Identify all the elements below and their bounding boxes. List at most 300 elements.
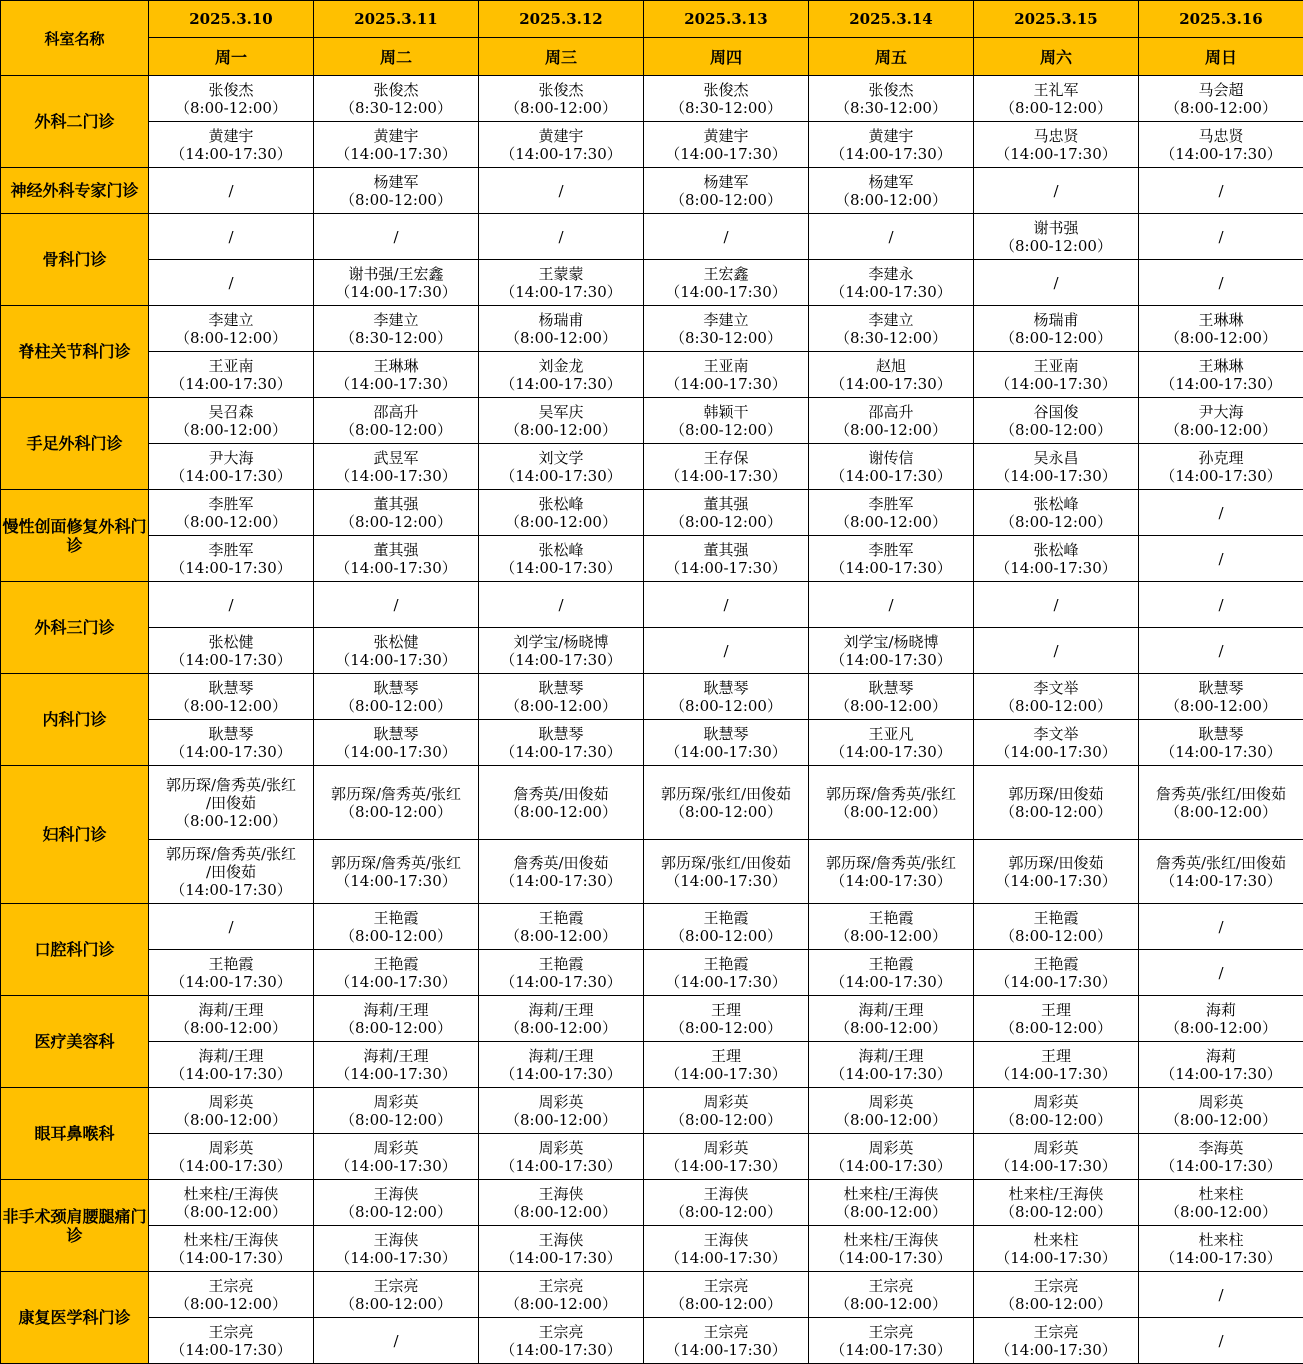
schedule-cell-text: 王艳霞 （14:00-17:30） [644, 955, 808, 991]
schedule-cell [149, 444, 314, 490]
schedule-cell-text: 李建立 （8:30-12:00） [809, 311, 973, 347]
schedule-cell [314, 582, 479, 628]
schedule-cell-text: / [149, 182, 313, 200]
schedule-cell [644, 996, 809, 1042]
schedule-cell [149, 674, 314, 720]
schedule-row [1, 1042, 1303, 1088]
schedule-cell-text: 耿慧琴 （8:00-12:00） [1139, 679, 1303, 715]
schedule-cell-text: 詹秀英/张红/田俊茹 （14:00-17:30） [1139, 854, 1303, 890]
date-header: 2025.3.13 [644, 1, 809, 38]
schedule-cell-text: 周彩英 （8:00-12:00） [314, 1093, 478, 1129]
weekday-header: 周五 [809, 38, 974, 76]
schedule-cell [149, 76, 314, 122]
schedule-row [1, 1134, 1303, 1180]
schedule-cell-text: 郭历琛/詹秀英/张红 （14:00-17:30） [314, 854, 478, 890]
schedule-cell-text: 王琳琳 （14:00-17:30） [1139, 357, 1303, 393]
schedule-cell-text: 王宗亮 （14:00-17:30） [149, 1323, 313, 1359]
schedule-cell [809, 122, 974, 168]
schedule-cell-text: 海莉 （8:00-12:00） [1139, 1001, 1303, 1037]
schedule-cell [644, 1088, 809, 1134]
department-name: 手足外科门诊 [1, 398, 149, 490]
schedule-cell [479, 582, 644, 628]
schedule-cell [974, 904, 1139, 950]
schedule-row [1, 1272, 1303, 1318]
schedule-cell-text: 李胜军 （14:00-17:30） [149, 541, 313, 577]
schedule-row [1, 352, 1303, 398]
schedule-cell-text: 耿慧琴 （8:00-12:00） [149, 679, 313, 715]
schedule-cell-text: 李建永 （14:00-17:30） [809, 265, 973, 301]
schedule-cell [314, 168, 479, 214]
schedule-cell-text: 詹秀英/田俊茹 （14:00-17:30） [479, 854, 643, 890]
schedule-cell-text: 耿慧琴 （8:00-12:00） [314, 679, 478, 715]
schedule-cell [149, 1180, 314, 1226]
schedule-cell [809, 1180, 974, 1226]
schedule-cell-text: 吴永昌 （14:00-17:30） [974, 449, 1138, 485]
schedule-cell [479, 1088, 644, 1134]
schedule-cell [1139, 122, 1303, 168]
schedule-cell-text: 杨瑞甫 （8:00-12:00） [974, 311, 1138, 347]
department-name: 口腔科门诊 [1, 904, 149, 996]
schedule-cell-text: 王蒙蒙 （14:00-17:30） [479, 265, 643, 301]
schedule-cell-text: 谢传信 （14:00-17:30） [809, 449, 973, 485]
schedule-row [1, 536, 1303, 582]
schedule-cell-text: 黄建宇 （14:00-17:30） [809, 127, 973, 163]
schedule-cell [149, 168, 314, 214]
schedule-cell [479, 1042, 644, 1088]
schedule-cell-text: 王宗亮 （14:00-17:30） [809, 1323, 973, 1359]
schedule-cell-text: 张松峰 （14:00-17:30） [974, 541, 1138, 577]
schedule-cell [479, 904, 644, 950]
schedule-cell-text: 詹秀英/张红/田俊茹 （8:00-12:00） [1139, 785, 1303, 821]
schedule-cell-text: 耿慧琴 （14:00-17:30） [479, 725, 643, 761]
schedule-cell [809, 766, 974, 840]
schedule-cell [809, 168, 974, 214]
schedule-cell-text: 杨建军 （8:00-12:00） [809, 173, 973, 209]
schedule-cell [149, 1088, 314, 1134]
schedule-cell-text: 王艳霞 （14:00-17:30） [974, 955, 1138, 991]
schedule-cell [314, 1318, 479, 1364]
schedule-cell-text: 詹秀英/田俊茹 （8:00-12:00） [479, 785, 643, 821]
schedule-cell [314, 1042, 479, 1088]
schedule-cell [1139, 674, 1303, 720]
schedule-cell [1139, 1180, 1303, 1226]
schedule-cell [974, 122, 1139, 168]
schedule-cell-text: / [644, 642, 808, 660]
schedule-cell-text: 王理 （14:00-17:30） [644, 1047, 808, 1083]
schedule-cell-text: 杜来柱 （8:00-12:00） [1139, 1185, 1303, 1221]
schedule-cell-text: 周彩英 （14:00-17:30） [974, 1139, 1138, 1175]
schedule-cell-text: 董其强 （14:00-17:30） [644, 541, 808, 577]
date-header: 2025.3.10 [149, 1, 314, 38]
schedule-cell [149, 1042, 314, 1088]
schedule-cell-text: 王艳霞 （14:00-17:30） [479, 955, 643, 991]
schedule-cell-text: 周彩英 （8:00-12:00） [974, 1093, 1138, 1129]
schedule-cell [809, 582, 974, 628]
schedule-cell-text: 周彩英 （8:00-12:00） [149, 1093, 313, 1129]
schedule-cell [1139, 1134, 1303, 1180]
schedule-cell [974, 582, 1139, 628]
schedule-row [1, 122, 1303, 168]
schedule-cell-text: 王海侠 （14:00-17:30） [479, 1231, 643, 1267]
weekday-header: 周六 [974, 38, 1139, 76]
schedule-cell-text: 王宗亮 （8:00-12:00） [644, 1277, 808, 1313]
schedule-cell-text: / [974, 596, 1138, 614]
schedule-cell [479, 1272, 644, 1318]
schedule-cell-text: 张松峰 （8:00-12:00） [479, 495, 643, 531]
schedule-cell [974, 214, 1139, 260]
schedule-cell [479, 674, 644, 720]
schedule-cell [809, 996, 974, 1042]
schedule-cell-text: 黄建宇 （14:00-17:30） [314, 127, 478, 163]
schedule-cell [479, 398, 644, 444]
schedule-row [1, 260, 1303, 306]
schedule-cell [1139, 996, 1303, 1042]
schedule-cell [644, 1272, 809, 1318]
schedule-cell [149, 214, 314, 260]
schedule-cell [644, 904, 809, 950]
schedule-cell-text: 王宗亮 （14:00-17:30） [644, 1323, 808, 1359]
schedule-cell [479, 1180, 644, 1226]
schedule-cell [809, 536, 974, 582]
schedule-cell-text: 王理 （14:00-17:30） [974, 1047, 1138, 1083]
schedule-cell [479, 628, 644, 674]
schedule-cell-text: 尹大海 （8:00-12:00） [1139, 403, 1303, 439]
schedule-cell [974, 1088, 1139, 1134]
schedule-cell-text: 杨建军 （8:00-12:00） [644, 173, 808, 209]
schedule-cell-text: 王存保 （14:00-17:30） [644, 449, 808, 485]
schedule-cell [314, 720, 479, 766]
schedule-cell [479, 122, 644, 168]
schedule-cell-text: 郭历琛/詹秀英/张红 （8:00-12:00） [314, 785, 478, 821]
schedule-cell [1139, 352, 1303, 398]
schedule-cell [1139, 840, 1303, 904]
schedule-cell-text: 海莉/王理 （14:00-17:30） [479, 1047, 643, 1083]
date-header: 2025.3.11 [314, 1, 479, 38]
schedule-row [1, 674, 1303, 720]
schedule-cell [479, 76, 644, 122]
date-header: 2025.3.12 [479, 1, 644, 38]
schedule-cell [974, 76, 1139, 122]
schedule-cell [1139, 260, 1303, 306]
schedule-cell [974, 950, 1139, 996]
schedule-cell [974, 1134, 1139, 1180]
schedule-cell [314, 628, 479, 674]
schedule-cell-text: 黄建宇 （14:00-17:30） [149, 127, 313, 163]
schedule-cell [314, 950, 479, 996]
schedule-cell [149, 904, 314, 950]
schedule-cell-text: 刘文学 （14:00-17:30） [479, 449, 643, 485]
schedule-cell-text: 耿慧琴 （14:00-17:30） [1139, 725, 1303, 761]
schedule-cell [809, 1272, 974, 1318]
schedule-cell [149, 996, 314, 1042]
schedule-cell-text: / [809, 228, 973, 246]
weekday-header: 周一 [149, 38, 314, 76]
schedule-cell-text: / [1139, 1286, 1303, 1304]
schedule-cell [644, 1134, 809, 1180]
schedule-cell-text: 耿慧琴 （14:00-17:30） [149, 725, 313, 761]
date-header: 2025.3.14 [809, 1, 974, 38]
schedule-cell [479, 950, 644, 996]
schedule-cell [149, 1318, 314, 1364]
schedule-cell-text: 耿慧琴 （8:00-12:00） [644, 679, 808, 715]
schedule-cell [479, 260, 644, 306]
department-name: 医疗美容科 [1, 996, 149, 1088]
schedule-cell [1139, 904, 1303, 950]
schedule-cell-text: 郭历琛/詹秀英/张红 /田俊茹 （8:00-12:00） [149, 776, 313, 830]
schedule-cell-text: 张俊杰 （8:30-12:00） [644, 81, 808, 117]
schedule-cell [974, 996, 1139, 1042]
schedule-cell [314, 214, 479, 260]
schedule-cell [809, 490, 974, 536]
schedule-cell-text: 耿慧琴 （14:00-17:30） [314, 725, 478, 761]
schedule-cell-text: 马忠贤 （14:00-17:30） [1139, 127, 1303, 163]
schedule-cell [1139, 306, 1303, 352]
schedule-cell [314, 398, 479, 444]
schedule-cell [1139, 536, 1303, 582]
schedule-cell [974, 1226, 1139, 1272]
schedule-row [1, 840, 1303, 904]
schedule-cell [644, 674, 809, 720]
schedule-cell-text: 耿慧琴 （14:00-17:30） [644, 725, 808, 761]
schedule-cell-text: 周彩英 （8:00-12:00） [644, 1093, 808, 1129]
schedule-cell [809, 352, 974, 398]
schedule-cell [644, 398, 809, 444]
schedule-cell-text: 海莉/王理 （8:00-12:00） [314, 1001, 478, 1037]
schedule-cell-text: 张松峰 （14:00-17:30） [479, 541, 643, 577]
schedule-cell [644, 950, 809, 996]
schedule-cell [644, 76, 809, 122]
schedule-cell [809, 214, 974, 260]
department-name: 外科三门诊 [1, 582, 149, 674]
schedule-cell [809, 628, 974, 674]
schedule-cell [479, 444, 644, 490]
schedule-cell [644, 536, 809, 582]
schedule-row [1, 628, 1303, 674]
schedule-cell [314, 444, 479, 490]
schedule-cell-text: 周彩英 （14:00-17:30） [809, 1139, 973, 1175]
schedule-cell [809, 904, 974, 950]
schedule-row [1, 1318, 1303, 1364]
schedule-cell-text: 王宗亮 （14:00-17:30） [974, 1323, 1138, 1359]
schedule-cell [479, 840, 644, 904]
schedule-cell [644, 306, 809, 352]
schedule-cell-text: 王亚南 （14:00-17:30） [974, 357, 1138, 393]
schedule-cell-text: 杜来柱/王海侠 （14:00-17:30） [809, 1231, 973, 1267]
schedule-cell [809, 1134, 974, 1180]
schedule-cell-text: 董其强 （8:00-12:00） [644, 495, 808, 531]
schedule-row [1, 950, 1303, 996]
schedule-cell-text: 王宗亮 （8:00-12:00） [479, 1277, 643, 1313]
schedule-cell [644, 1180, 809, 1226]
schedule-cell-text: 杜来柱/王海侠 （14:00-17:30） [149, 1231, 313, 1267]
schedule-cell-text: 周彩英 （14:00-17:30） [644, 1139, 808, 1175]
schedule-cell [479, 1226, 644, 1272]
schedule-cell-text: 周彩英 （8:00-12:00） [479, 1093, 643, 1129]
schedule-cell [809, 398, 974, 444]
weekday-header: 周二 [314, 38, 479, 76]
department-name: 脊柱关节科门诊 [1, 306, 149, 398]
schedule-cell-text: 邵高升 （8:00-12:00） [314, 403, 478, 439]
department-name: 慢性创面修复外科门诊 [1, 490, 149, 582]
schedule-cell [974, 1042, 1139, 1088]
schedule-cell-text: 黄建宇 （14:00-17:30） [479, 127, 643, 163]
schedule-cell-text: 周彩英 （14:00-17:30） [149, 1139, 313, 1175]
schedule-row [1, 1088, 1303, 1134]
schedule-cell [149, 1272, 314, 1318]
schedule-cell-text: 张松峰 （8:00-12:00） [974, 495, 1138, 531]
department-name: 内科门诊 [1, 674, 149, 766]
schedule-cell [974, 840, 1139, 904]
schedule-cell [149, 398, 314, 444]
schedule-cell [644, 628, 809, 674]
schedule-cell-text: / [149, 274, 313, 292]
schedule-cell-text: 王宗亮 （8:00-12:00） [809, 1277, 973, 1313]
schedule-cell [1139, 168, 1303, 214]
schedule-cell [149, 306, 314, 352]
schedule-cell-text: 周彩英 （8:00-12:00） [809, 1093, 973, 1129]
schedule-cell [1139, 1226, 1303, 1272]
schedule-cell [149, 352, 314, 398]
schedule-cell-text: / [314, 228, 478, 246]
schedule-cell-text: 孙克理 （14:00-17:30） [1139, 449, 1303, 485]
schedule-cell-text: 刘金龙 （14:00-17:30） [479, 357, 643, 393]
schedule-cell-text: 郭历琛/詹秀英/张红 （14:00-17:30） [809, 854, 973, 890]
schedule-cell-text: 王宗亮 （8:00-12:00） [314, 1277, 478, 1313]
schedule-cell-text: 郭历琛/詹秀英/张红 /田俊茹 （14:00-17:30） [149, 845, 313, 899]
schedule-cell [644, 490, 809, 536]
schedule-cell [1139, 490, 1303, 536]
schedule-cell [479, 214, 644, 260]
schedule-cell [1139, 1042, 1303, 1088]
schedule-cell-text: 王琳琳 （14:00-17:30） [314, 357, 478, 393]
schedule-cell [644, 214, 809, 260]
schedule-cell-text: / [1139, 1332, 1303, 1350]
schedule-cell-text: 王海侠 （8:00-12:00） [644, 1185, 808, 1221]
schedule-cell-text: 王艳霞 （8:00-12:00） [314, 909, 478, 945]
schedule-cell-text: 王海侠 （8:00-12:00） [479, 1185, 643, 1221]
schedule-cell [644, 352, 809, 398]
schedule-cell [809, 1042, 974, 1088]
schedule-cell [314, 840, 479, 904]
schedule-cell-text: 张俊杰 （8:30-12:00） [809, 81, 973, 117]
schedule-cell-text: 杜来柱/王海侠 （8:00-12:00） [149, 1185, 313, 1221]
schedule-cell-text: / [149, 596, 313, 614]
schedule-cell-text: 郭历琛/田俊茹 （8:00-12:00） [974, 785, 1138, 821]
schedule-cell [1139, 444, 1303, 490]
schedule-row [1, 996, 1303, 1042]
schedule-cell-text: 郭历琛/张红/田俊茹 （8:00-12:00） [644, 785, 808, 821]
schedule-cell-text: 海莉 （14:00-17:30） [1139, 1047, 1303, 1083]
schedule-cell-text: / [1139, 182, 1303, 200]
schedule-cell [974, 720, 1139, 766]
schedule-cell [1139, 398, 1303, 444]
schedule-cell-text: 吴军庆 （8:00-12:00） [479, 403, 643, 439]
schedule-cell-text: / [644, 596, 808, 614]
schedule-cell-text: 王艳霞 （8:00-12:00） [974, 909, 1138, 945]
schedule-row [1, 766, 1303, 840]
schedule-cell-text: 黄建宇 （14:00-17:30） [644, 127, 808, 163]
department-name: 妇科门诊 [1, 766, 149, 904]
schedule-cell-text: 周彩英 （8:00-12:00） [1139, 1093, 1303, 1129]
schedule-cell-text: 耿慧琴 （8:00-12:00） [479, 679, 643, 715]
schedule-cell [644, 720, 809, 766]
schedule-row [1, 214, 1303, 260]
schedule-cell-text: 王宗亮 （14:00-17:30） [479, 1323, 643, 1359]
schedule-cell-text: 海莉/王理 （8:00-12:00） [479, 1001, 643, 1037]
schedule-cell [974, 398, 1139, 444]
schedule-row [1, 168, 1303, 214]
schedule-cell [1139, 1272, 1303, 1318]
schedule-cell-text: 王艳霞 （14:00-17:30） [314, 955, 478, 991]
schedule-cell-text: / [479, 228, 643, 246]
schedule-cell [314, 1180, 479, 1226]
schedule-cell [479, 1134, 644, 1180]
schedule-cell-text: 王琳琳 （8:00-12:00） [1139, 311, 1303, 347]
schedule-cell [149, 260, 314, 306]
schedule-cell-text: 吴召森 （8:00-12:00） [149, 403, 313, 439]
schedule-cell [314, 904, 479, 950]
schedule-cell [1139, 766, 1303, 840]
schedule-cell [809, 840, 974, 904]
schedule-cell [1139, 582, 1303, 628]
schedule-cell [974, 352, 1139, 398]
schedule-cell-text: 张俊杰 （8:30-12:00） [314, 81, 478, 117]
schedule-cell-text: 王宏鑫 （14:00-17:30） [644, 265, 808, 301]
schedule-cell [479, 996, 644, 1042]
schedule-cell-text: 赵旭 （14:00-17:30） [809, 357, 973, 393]
schedule-row [1, 306, 1303, 352]
schedule-cell-text: / [1139, 918, 1303, 936]
schedule-cell [479, 766, 644, 840]
date-header: 2025.3.16 [1139, 1, 1303, 38]
schedule-cell-text: 王亚南 （14:00-17:30） [149, 357, 313, 393]
schedule-row [1, 582, 1303, 628]
schedule-cell [314, 1272, 479, 1318]
schedule-cell-text: 韩颖干 （8:00-12:00） [644, 403, 808, 439]
schedule-cell [314, 996, 479, 1042]
schedule-cell [809, 306, 974, 352]
schedule-cell [149, 766, 314, 840]
schedule-cell-text: 武昱军 （14:00-17:30） [314, 449, 478, 485]
schedule-cell-text: / [644, 228, 808, 246]
schedule-cell-text: / [809, 596, 973, 614]
schedule-cell-text: 董其强 （14:00-17:30） [314, 541, 478, 577]
schedule-cell [644, 582, 809, 628]
schedule-row [1, 720, 1303, 766]
schedule-cell [644, 1226, 809, 1272]
schedule-cell-text: 王艳霞 （8:00-12:00） [479, 909, 643, 945]
schedule-cell [479, 306, 644, 352]
schedule-cell [809, 260, 974, 306]
schedule-cell [974, 628, 1139, 674]
schedule-cell [1139, 950, 1303, 996]
schedule-cell [644, 122, 809, 168]
schedule-cell [479, 536, 644, 582]
schedule-cell [149, 1226, 314, 1272]
schedule-cell-text: 王艳霞 （8:00-12:00） [644, 909, 808, 945]
schedule-cell-text: 王亚凡 （14:00-17:30） [809, 725, 973, 761]
schedule-cell [149, 950, 314, 996]
schedule-cell-text: 海莉/王理 （8:00-12:00） [149, 1001, 313, 1037]
schedule-cell [149, 1134, 314, 1180]
schedule-cell [149, 628, 314, 674]
schedule-cell-text: 李建立 （8:00-12:00） [149, 311, 313, 347]
schedule-row [1, 904, 1303, 950]
schedule-cell-text: 王理 （8:00-12:00） [974, 1001, 1138, 1037]
schedule-cell [974, 260, 1139, 306]
schedule-cell-text: / [1139, 642, 1303, 660]
schedule-cell-text: 谢书强 （8:00-12:00） [974, 219, 1138, 255]
